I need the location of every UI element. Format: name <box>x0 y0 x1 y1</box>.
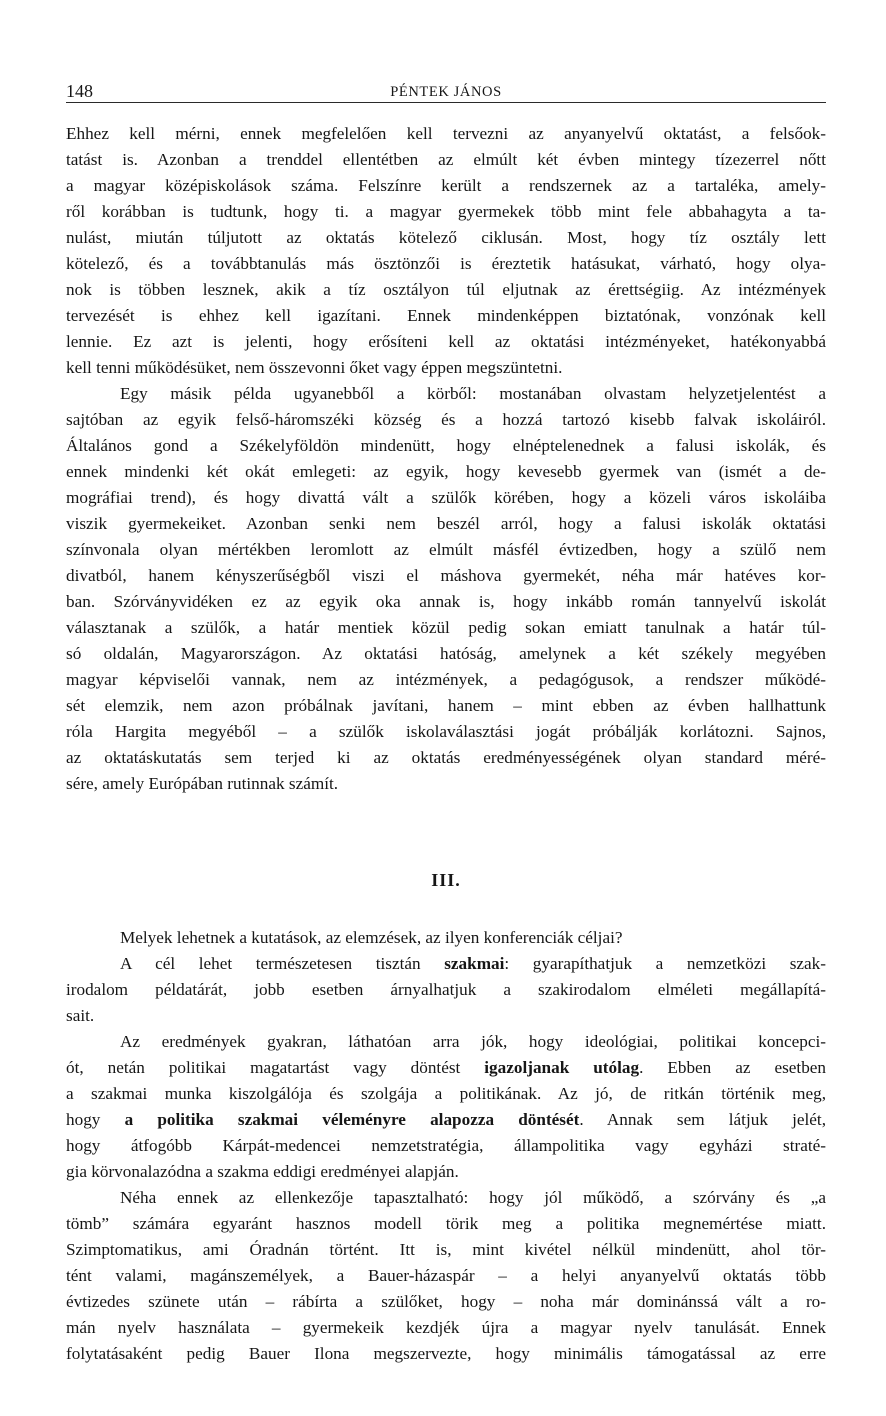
text-line: tént valami, magánszemélyek, a Bauer-házaspár – a helyi anyanyelvű oktatás több <box>66 1266 826 1285</box>
text-run: A cél lehet természetesen tisztán <box>120 954 445 973</box>
text-line: sajtóban az egyik felső-háromszéki község és a hozzá tartozó kisebb falvak iskoláiról. <box>66 410 826 429</box>
text-line: Egy másik példa ugyanebből a körből: mostanában olvastam helyzetjelentést a <box>120 384 826 403</box>
text-line: folytatásaként pedig Bauer Ilona megszervezte, hogy minimális támogatással az erre <box>66 1344 826 1363</box>
text-line: mográfiai trend), és hogy divattá vált a szülők körében, hogy a közeli város iskoláiba <box>66 488 826 507</box>
text-line: tatást is. Azonban a trenddel ellentétben az elmúlt két évben mintegy tízezerrel nőtt <box>66 150 826 169</box>
text-line: a magyar középiskolások száma. Felszínre került a rendszernek az a tartaléka, amely- <box>66 176 826 195</box>
text-line: sait. <box>66 1006 95 1025</box>
page-number: 148 <box>66 81 93 101</box>
text-line: kötelező, és a továbbtanulás más ösztönzői is éreztetik hatásukat, várható, hogy olya- <box>66 254 826 273</box>
text-line: hogy átfogóbb Kárpát-medencei nemzetstratégia, állampolitika vagy egyházi straté- <box>66 1136 826 1155</box>
text-line: nulást, miután túljutott az oktatás kötelező ciklusán. Most, hogy tíz osztály lett <box>66 228 826 247</box>
section-heading: III. <box>431 870 461 890</box>
text-line: színvonala olyan mértékben leromlott az elmúlt másfél évtizedben, hogy a szülő nem <box>66 540 826 559</box>
text-line: só oldalán, Magyarországon. Az oktatási hatóság, amelynek a két székely megyében <box>66 644 826 663</box>
bold-phrase: igazoljanak utólag <box>484 1058 640 1077</box>
text-line: mán nyelv használata – gyermekeik kezdjék újra a magyar nyelv tanulását. Ennek <box>66 1318 826 1337</box>
text-line: ről korábban is tudtunk, hogy ti. a magyar gyermekek több mint fele abbahagyta a ta- <box>66 202 826 221</box>
text-line <box>66 1055 826 1081</box>
bold-phrase: a politika szakmai véleményre alapozza döntését <box>124 1110 580 1129</box>
text-line: az oktatáskutatás sem terjed ki az oktatás eredményességének olyan standard méré- <box>66 748 826 767</box>
text-line: róla Hargita megyéből – a szülők iskolaválasztási jogát próbálják korlátozni. Sajnos, <box>66 722 826 741</box>
running-title: PÉNTEK JÁNOS <box>390 84 502 100</box>
text-run: hogy <box>66 1110 125 1129</box>
text-run: . Ebben az esetben <box>639 1058 826 1077</box>
text-line: választanak a szülők, a határ mentiek közül pedig sokan emiatt tanulnak a határ túl- <box>66 618 826 637</box>
text-line: gia körvonalazódna a szakma eddigi eredményei alapján. <box>66 1162 459 1181</box>
text-line: divatból, hanem kényszerűségből viszi el máshova gyermekét, néha már hatéves kor- <box>66 566 826 585</box>
text-line: viszik gyermekeiket. Azonban senki nem beszél arról, hogy a falusi iskolák oktatási <box>66 514 826 533</box>
text-line: évtizedes szünete után – rábírta a szülőket, hogy – noha már dominánssá vált a ro- <box>66 1292 826 1311</box>
text-line: lennie. Ez azt is jelenti, hogy erősíteni kell az oktatási intézményeket, hatékonyabbá <box>66 332 826 351</box>
text-line: ban. Szórványvidéken ez az egyik oka annak is, hogy inkább román tannyelvű iskolát <box>66 592 826 611</box>
text-line: nok is többen lesznek, akik a tíz osztályon túl eljutnak az érettségiig. Az intézmények <box>66 280 826 299</box>
section-2-text <box>66 925 826 1367</box>
book-page <box>66 78 826 1367</box>
text-run: : gyarapíthatjuk a nemzetközi szak- <box>504 954 826 973</box>
text-run: . Annak sem látjuk jelét, <box>579 1110 826 1129</box>
text-line: Általános gond a Székelyföldön mindenütt, hogy elnéptelenednek a falusi iskolák, és <box>66 436 826 455</box>
text-line: sére, amely Európában rutinnak számít. <box>66 774 339 793</box>
bold-phrase: szakmai <box>444 954 505 973</box>
text-line: tömb” számára egyaránt hasznos modell törik meg a politika megnemértése miatt. <box>66 1214 826 1233</box>
text-line: Szimptomatikus, ami Óradnán történt. Itt is, mint kivétel nélkül mindenütt, ahol tör- <box>66 1240 826 1259</box>
text-line: magyar képviselői vannak, nem az intézmények, a pedagógusok, a rendszer működé- <box>66 670 826 689</box>
section-1-text <box>66 121 826 797</box>
text-line: sét elemzik, nem azon próbálnak javítani, hanem – mint ebben az évben hallhattunk <box>66 696 826 715</box>
text-line: Az eredmények gyakran, láthatóan arra jók, hogy ideológiai, politikai koncepci- <box>120 1032 826 1051</box>
text-line: a szakmai munka kiszolgálója és szolgája a politikának. Az jó, de ritkán történik meg, <box>66 1084 826 1103</box>
text-line: ennek mindenki két okát emlegeti: az egyik, hogy kevesebb gyermek van (ismét a de- <box>66 462 826 481</box>
text-line <box>66 1107 826 1133</box>
text-line: irodalom példatárát, jobb esetben árnyalhatjuk a szakirodalom elméleti megállapítá- <box>66 980 826 999</box>
text-line: tervezését is ehhez kell igazítani. Ennek mindenképpen biztatónak, vonzónak kell <box>66 306 826 325</box>
running-head <box>66 78 826 103</box>
text-line: Ehhez kell mérni, ennek megfelelően kell tervezni az anyanyelvű oktatást, a felsőok- <box>66 124 826 143</box>
text-line <box>66 951 826 977</box>
text-line: Néha ennek az ellenkezője tapasztalható: hogy jól működő, a szórvány és „a <box>120 1188 826 1207</box>
text-run: ót, netán politikai magatartást vagy döntést <box>66 1058 485 1077</box>
text-line: Melyek lehetnek a kutatások, az elemzések, az ilyen konferenciák céljai? <box>120 928 623 947</box>
text-line: kell tenni működésüket, nem összevonni őket vagy éppen megszüntetni. <box>66 358 563 377</box>
